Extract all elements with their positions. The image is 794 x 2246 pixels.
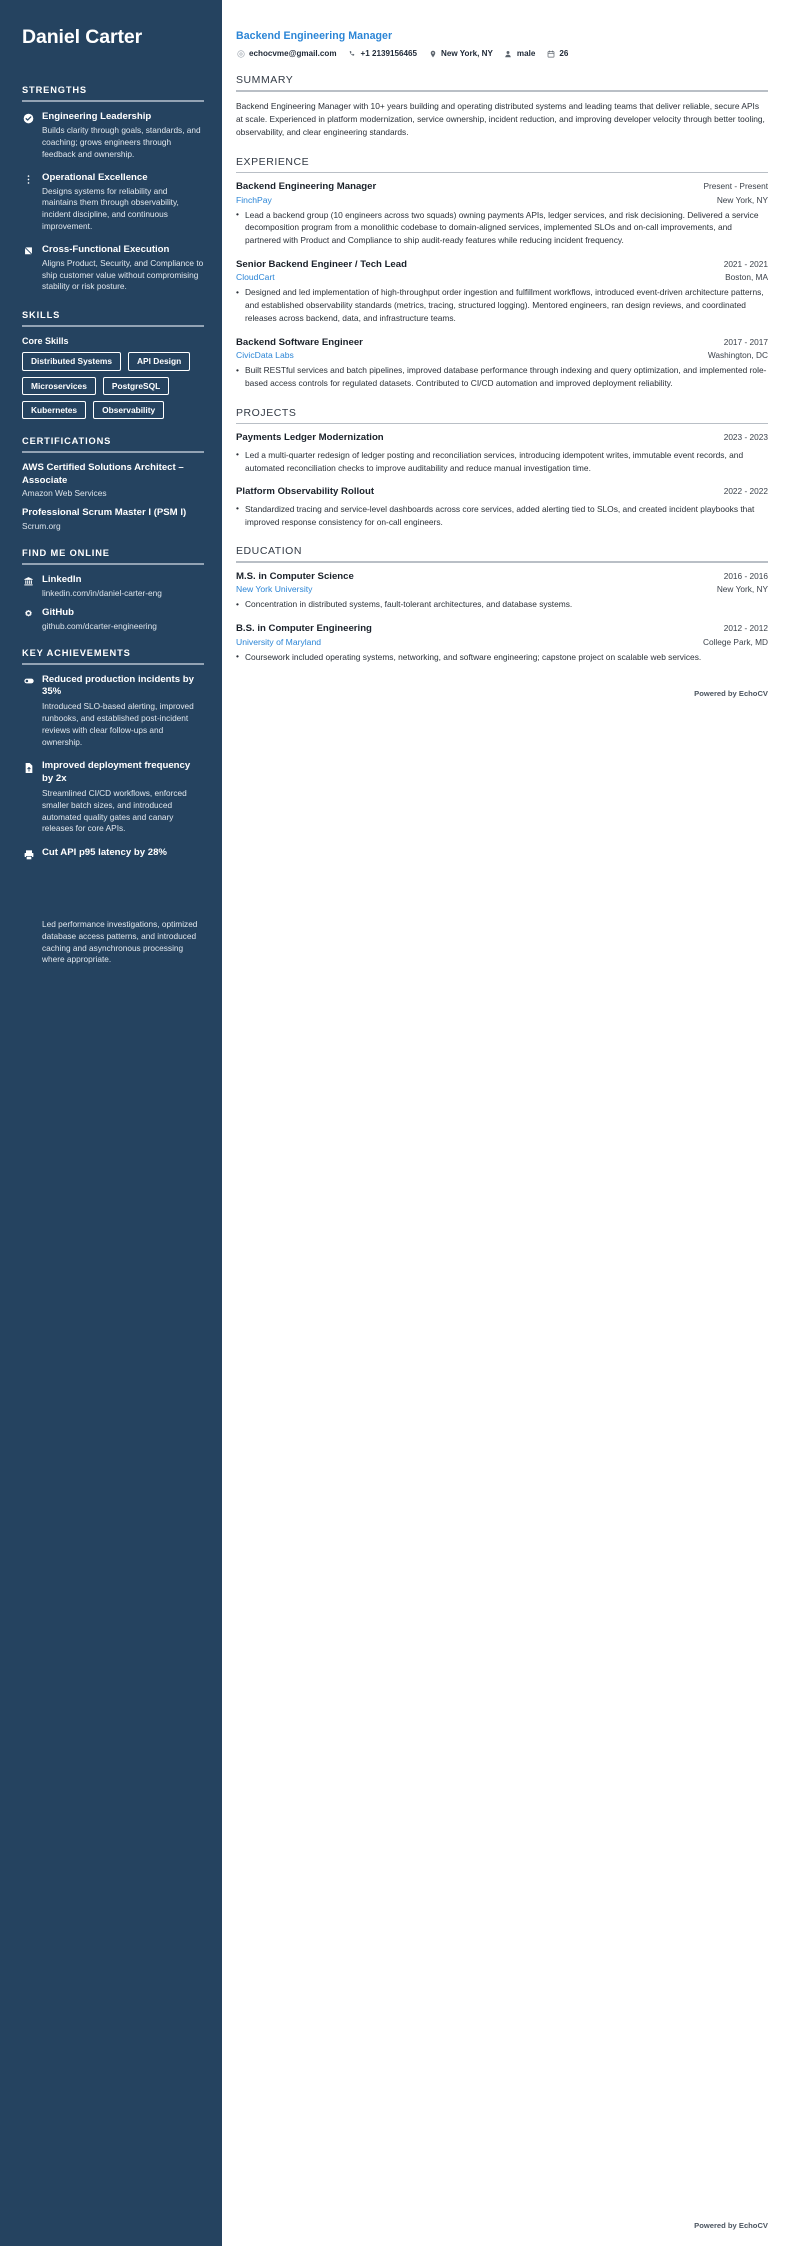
- location-icon: [428, 49, 437, 58]
- certifications-heading: CERTIFICATIONS: [22, 436, 112, 447]
- flag-icon: [22, 245, 35, 258]
- summary-text: Backend Engineering Manager with 10+ years building and operating distributed systems and leading teams that deliver reliable, secure APIs at scale. Experienced in platform modernization, service ownership, incident reduction, and improving developer velocity through better tooling, observability, and clear engineering standards.: [236, 100, 765, 137]
- achievement-item: [22, 760, 204, 835]
- dots-vertical-icon: [22, 173, 35, 186]
- sidebar: [0, 0, 222, 2246]
- entry-bullets: [236, 449, 768, 475]
- project-entry: [236, 486, 768, 528]
- experience-heading: EXPERIENCE: [236, 155, 310, 168]
- contact-gender-text: male: [516, 49, 536, 58]
- experience-entry: [236, 259, 768, 325]
- contact-phone-text: +1 2139156465: [360, 49, 418, 58]
- strength-item: [22, 244, 204, 293]
- skill-tag: Kubernetes: [22, 401, 86, 419]
- skill-tag: Distributed Systems: [22, 352, 121, 370]
- entry-dates: 2016 - 2016: [723, 570, 768, 581]
- strength-description: Designs systems for reliability and maintains them through observability, incident discipline, and continuous improvement.: [42, 185, 179, 232]
- contact-age: [546, 49, 568, 58]
- entry-location: Washington, DC: [707, 350, 768, 361]
- powered-by-footer: Powered by EchoCV: [694, 2221, 768, 2230]
- experience-entry: [236, 181, 768, 247]
- certification-name: Professional Scrum Master I (PSM I): [22, 507, 187, 519]
- contact-gender: [504, 49, 535, 58]
- certification-item: [22, 462, 204, 498]
- achievement-item: [22, 674, 204, 749]
- contact-row: [236, 49, 768, 58]
- strength-description: Builds clarity through goals, standards, and coaching; grows engineers through feedback and ownership.: [42, 125, 201, 159]
- phone-icon: [348, 49, 357, 58]
- experience-entry: [236, 337, 768, 390]
- entry-dates: 2017 - 2017: [723, 336, 768, 347]
- person-icon: [504, 49, 513, 58]
- entry-bullets: [236, 209, 768, 247]
- achievement-title: Reduced production incidents by 35%: [42, 673, 194, 698]
- education-entry: [236, 571, 768, 611]
- certification-issuer: Scrum.org: [22, 520, 61, 531]
- entry-location: New York, NY: [716, 194, 768, 205]
- education-entry: [236, 623, 768, 663]
- achievement-description: Streamlined CI/CD workflows, enforced smaller batch sizes, and introduced automated quality gates and canary releases for core APIs.: [42, 787, 187, 834]
- entry-role: Platform Observability Rollout: [236, 486, 375, 498]
- calendar-icon: [546, 49, 555, 58]
- bullet: • Concentration in distributed systems, fault-tolerant architectures, and database systems.: [236, 598, 768, 611]
- contact-email-text: echocvme@gmail.com: [249, 49, 337, 58]
- online-link-github[interactable]: [22, 607, 204, 631]
- project-entry: [236, 432, 768, 474]
- file-upload-icon: [22, 761, 35, 774]
- divider: [236, 90, 768, 92]
- sidebar-section-achievements: [22, 648, 204, 966]
- entry-role: Backend Engineering Manager: [236, 181, 377, 193]
- skill-group-label: Core Skills: [22, 336, 69, 347]
- contact-email[interactable]: [236, 49, 337, 58]
- strength-title: Cross-Functional Execution: [42, 243, 170, 255]
- skill-tag: PostgreSQL: [103, 377, 169, 395]
- entry-bullets: [236, 364, 768, 390]
- entry-organization[interactable]: FinchPay: [236, 194, 272, 205]
- skill-tag: Microservices: [22, 377, 96, 395]
- bullet: • Designed and led implementation of high-throughput order ingestion and fulfillment workflows, introduced event-driven architecture patterns, and established observability standards (metrics, tracing, structured logging). Mentored engineers, ran design reviews, and coordinated releases across backend, data, and infrastructure teams.: [236, 286, 768, 324]
- headline-title[interactable]: Backend Engineering Manager: [236, 30, 393, 42]
- online-label: LinkedIn: [42, 573, 82, 585]
- divider: [236, 561, 768, 563]
- entry-dates: Present - Present: [703, 181, 768, 192]
- entry-location: New York, NY: [716, 584, 768, 595]
- divider: [236, 172, 768, 174]
- sidebar-section-online: [22, 548, 204, 631]
- divider: [22, 325, 204, 327]
- candidate-name: Daniel Carter: [22, 26, 143, 48]
- entry-school[interactable]: University of Maryland: [236, 636, 322, 647]
- skill-tag: Observability: [93, 401, 164, 419]
- bullet: • Coursework included operating systems, networking, and software engineering; capstone project on scalable web services.: [236, 651, 768, 664]
- strength-item: [22, 172, 204, 233]
- contact-age-text: 26: [559, 49, 569, 58]
- certification-name: AWS Certified Solutions Architect – Associate: [22, 462, 184, 486]
- powered-by-note: Powered by EchoCV: [694, 689, 768, 699]
- entry-degree: M.S. in Computer Science: [236, 570, 354, 582]
- entry-location: College Park, MD: [702, 636, 768, 647]
- check-circle-icon: [22, 112, 35, 125]
- projects-heading: PROJECTS: [236, 406, 297, 419]
- main-content: [222, 0, 794, 2246]
- entry-role: Payments Ledger Modernization: [236, 432, 384, 444]
- entry-school[interactable]: New York University: [236, 584, 313, 595]
- achievement-item: [22, 847, 204, 861]
- divider: [236, 423, 768, 425]
- entry-degree: B.S. in Computer Engineering: [236, 623, 372, 635]
- divider: [22, 451, 204, 453]
- sidebar-section-strengths: [22, 85, 204, 293]
- entry-dates: 2022 - 2022: [723, 486, 768, 497]
- certification-item: [22, 507, 204, 530]
- bullet: • Built RESTful services and batch pipelines, improved database performance through indexing and query optimization, and implemented role-based access controls for regulated datasets. Contributed to CI/CD automation and improved deployment reliability.: [236, 364, 768, 390]
- entry-location: Boston, MA: [725, 272, 768, 283]
- achievement-title: Improved deployment frequency by 2x: [42, 760, 191, 784]
- online-url: linkedin.com/in/daniel-carter-eng: [42, 587, 162, 598]
- toggle-icon: [22, 675, 35, 688]
- achievement-title: Cut API p95 latency by 28%: [42, 847, 167, 859]
- bullet: • Led a multi-quarter redesign of ledger posting and reconciliation services, introducing idempotent writes, immutable event records, and automated reconciliation checks to improve auditability and reduce manual investigation time.: [236, 449, 768, 475]
- achievements-heading: KEY ACHIEVEMENTS: [22, 647, 131, 658]
- strength-item: [22, 111, 204, 160]
- certification-issuer: Amazon Web Services: [22, 488, 107, 499]
- email-icon: [236, 49, 245, 58]
- online-link-linkedin[interactable]: [22, 574, 204, 598]
- entry-role: Backend Software Engineer: [236, 336, 363, 348]
- entry-dates: 2012 - 2012: [723, 623, 768, 634]
- divider: [22, 563, 204, 565]
- printer-icon: [22, 848, 35, 861]
- online-url: github.com/dcarter-engineering: [42, 620, 157, 631]
- contact-location: [428, 49, 493, 58]
- strength-title: Engineering Leadership: [42, 111, 152, 123]
- divider: [22, 663, 204, 665]
- section-education: [236, 545, 768, 663]
- entry-dates: 2021 - 2021: [723, 259, 768, 269]
- entry-bullets: [236, 598, 768, 611]
- divider: [22, 100, 204, 102]
- summary-heading: SUMMARY: [236, 74, 294, 86]
- section-projects: [236, 407, 768, 529]
- education-heading: EDUCATION: [236, 545, 303, 558]
- skill-tag: API Design: [128, 352, 190, 370]
- online-heading: FIND ME ONLINE: [22, 547, 110, 558]
- entry-bullets: [236, 286, 768, 324]
- online-label: GitHub: [42, 606, 74, 618]
- contact-phone[interactable]: [348, 49, 418, 58]
- entry-organization[interactable]: CivicData Labs: [236, 350, 294, 361]
- section-experience: [236, 156, 768, 390]
- sidebar-section-skills: [22, 310, 204, 419]
- strength-description: Aligns Product, Security, and Compliance to ship customer value without compromising stability or risk posture.: [42, 257, 204, 292]
- entry-bullets: [236, 651, 768, 664]
- github-icon: [22, 608, 35, 621]
- strength-title: Operational Excellence: [42, 171, 148, 183]
- skill-tag-list: [22, 352, 204, 419]
- entry-dates: 2023 - 2023: [723, 432, 768, 443]
- section-summary: [236, 74, 768, 139]
- skills-heading: SKILLS: [22, 310, 61, 321]
- bullet: • Lead a backend group (10 engineers across two squads) owning payments APIs, ledger services, and risk decisioning. Delivered a service decomposition program from a monolithic codebase to domain-aligned services, implemented SLOs and on-call improvements, and partnered with Product and Compliance to ship audit-ready features while reducing incident frequency.: [236, 209, 768, 247]
- entry-bullets: [236, 503, 768, 529]
- contact-location-text: New York, NY: [441, 49, 493, 58]
- sidebar-section-certifications: [22, 436, 204, 530]
- achievement-description: Introduced SLO-based alerting, improved runbooks, and established post-incident reviews with clear follow-ups and ownership.: [42, 701, 194, 747]
- bullet: • Standardized tracing and service-level dashboards across core services, added alerting tied to SLOs, and created incident playbooks that improved response consistency for on-call engineers.: [236, 503, 768, 529]
- achievement-overflow-text: Led performance investigations, optimized database access patterns, and introduced caching and asynchronous processing where appropriate.: [42, 919, 198, 965]
- strengths-heading: STRENGTHS: [22, 85, 87, 96]
- linkedin-icon: [22, 575, 35, 588]
- entry-role: Senior Backend Engineer / Tech Lead: [236, 259, 407, 270]
- entry-organization[interactable]: CloudCart: [236, 272, 275, 283]
